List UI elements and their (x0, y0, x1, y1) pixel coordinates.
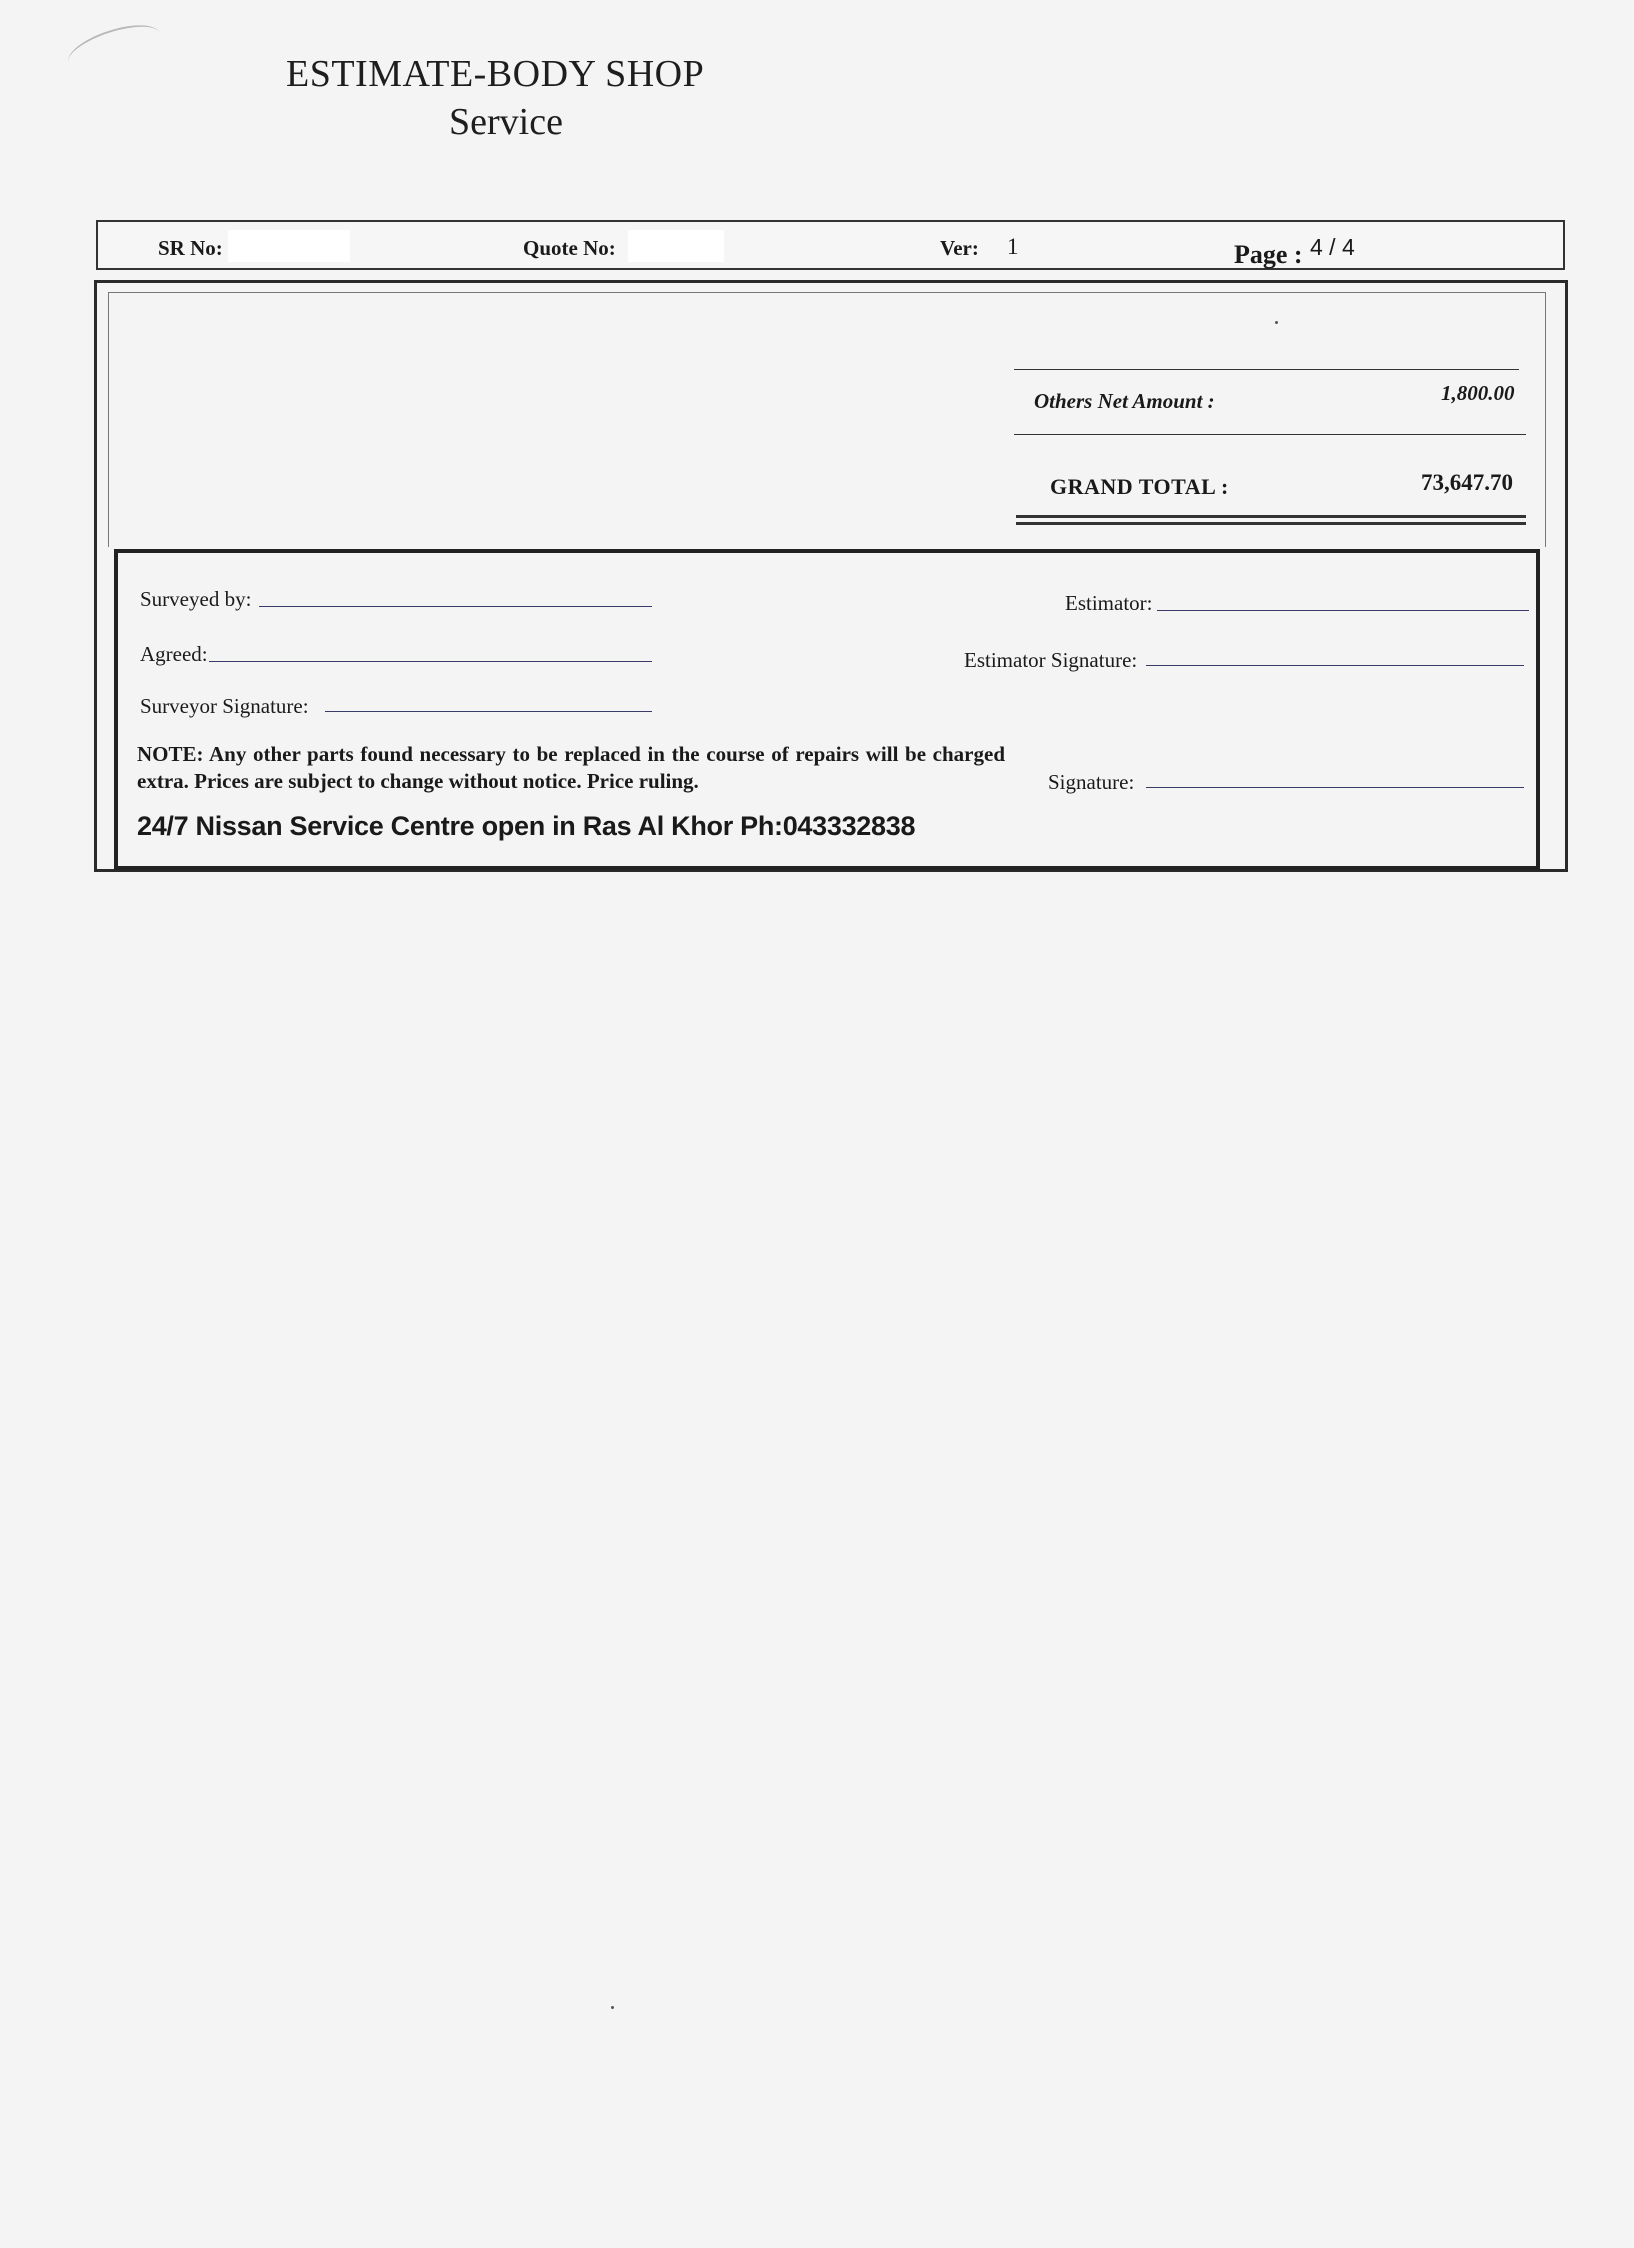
surveyor-signature-line (325, 711, 652, 712)
divider (1014, 369, 1519, 370)
divider (1014, 434, 1526, 435)
note (137, 741, 1005, 795)
surveyor-signature-label: Surveyor Signature: (140, 694, 309, 718)
sr-no-label: SR No: (158, 236, 223, 260)
scan-speck (611, 2006, 614, 2009)
estimator-signature-line (1146, 665, 1524, 666)
estimator-line (1157, 610, 1529, 611)
document-title: ESTIMATE-BODY SHOP (286, 53, 705, 95)
document-subtitle: Service (449, 101, 563, 143)
others-net-amount-label: Others Net Amount : (1034, 389, 1215, 413)
page-label: Page : (1234, 240, 1303, 269)
note-text: NOTE: Any other parts found necessary to be replaced in the course of repairs will be charged extra. Prices are subject to change without notice. Price ruling. (137, 742, 1005, 793)
service-centre-line: 24/7 Nissan Service Centre open in Ras Al Khor Ph:043332838 (137, 811, 916, 841)
signature-label: Signature: (1048, 770, 1135, 794)
surveyed-by-label: Surveyed by: (140, 587, 252, 611)
quote-no-label: Quote No: (523, 236, 616, 260)
ver-value: 1 (1007, 234, 1019, 259)
grand-total-label: GRAND TOTAL : (1050, 474, 1229, 499)
agreed-line (209, 661, 652, 662)
sr-no-value (228, 230, 350, 262)
scan-speck (1275, 321, 1278, 324)
grand-total-value: 73,647.70 (1421, 470, 1513, 495)
quote-no-value (628, 230, 724, 262)
double-underline (1016, 522, 1526, 525)
others-net-amount-value: 1,800.00 (1441, 381, 1515, 405)
agreed-label: Agreed: (140, 642, 208, 666)
double-underline (1016, 515, 1526, 518)
estimator-label: Estimator: (1065, 591, 1153, 615)
scan-mark (63, 16, 165, 80)
header-bar (96, 220, 1565, 270)
ver-label: Ver: (940, 236, 979, 260)
page-value: 4 / 4 (1310, 234, 1355, 260)
surveyed-by-line (259, 606, 652, 607)
totals-panel (108, 292, 1546, 547)
estimator-signature-label: Estimator Signature: (964, 648, 1138, 672)
signature-line (1146, 787, 1524, 788)
